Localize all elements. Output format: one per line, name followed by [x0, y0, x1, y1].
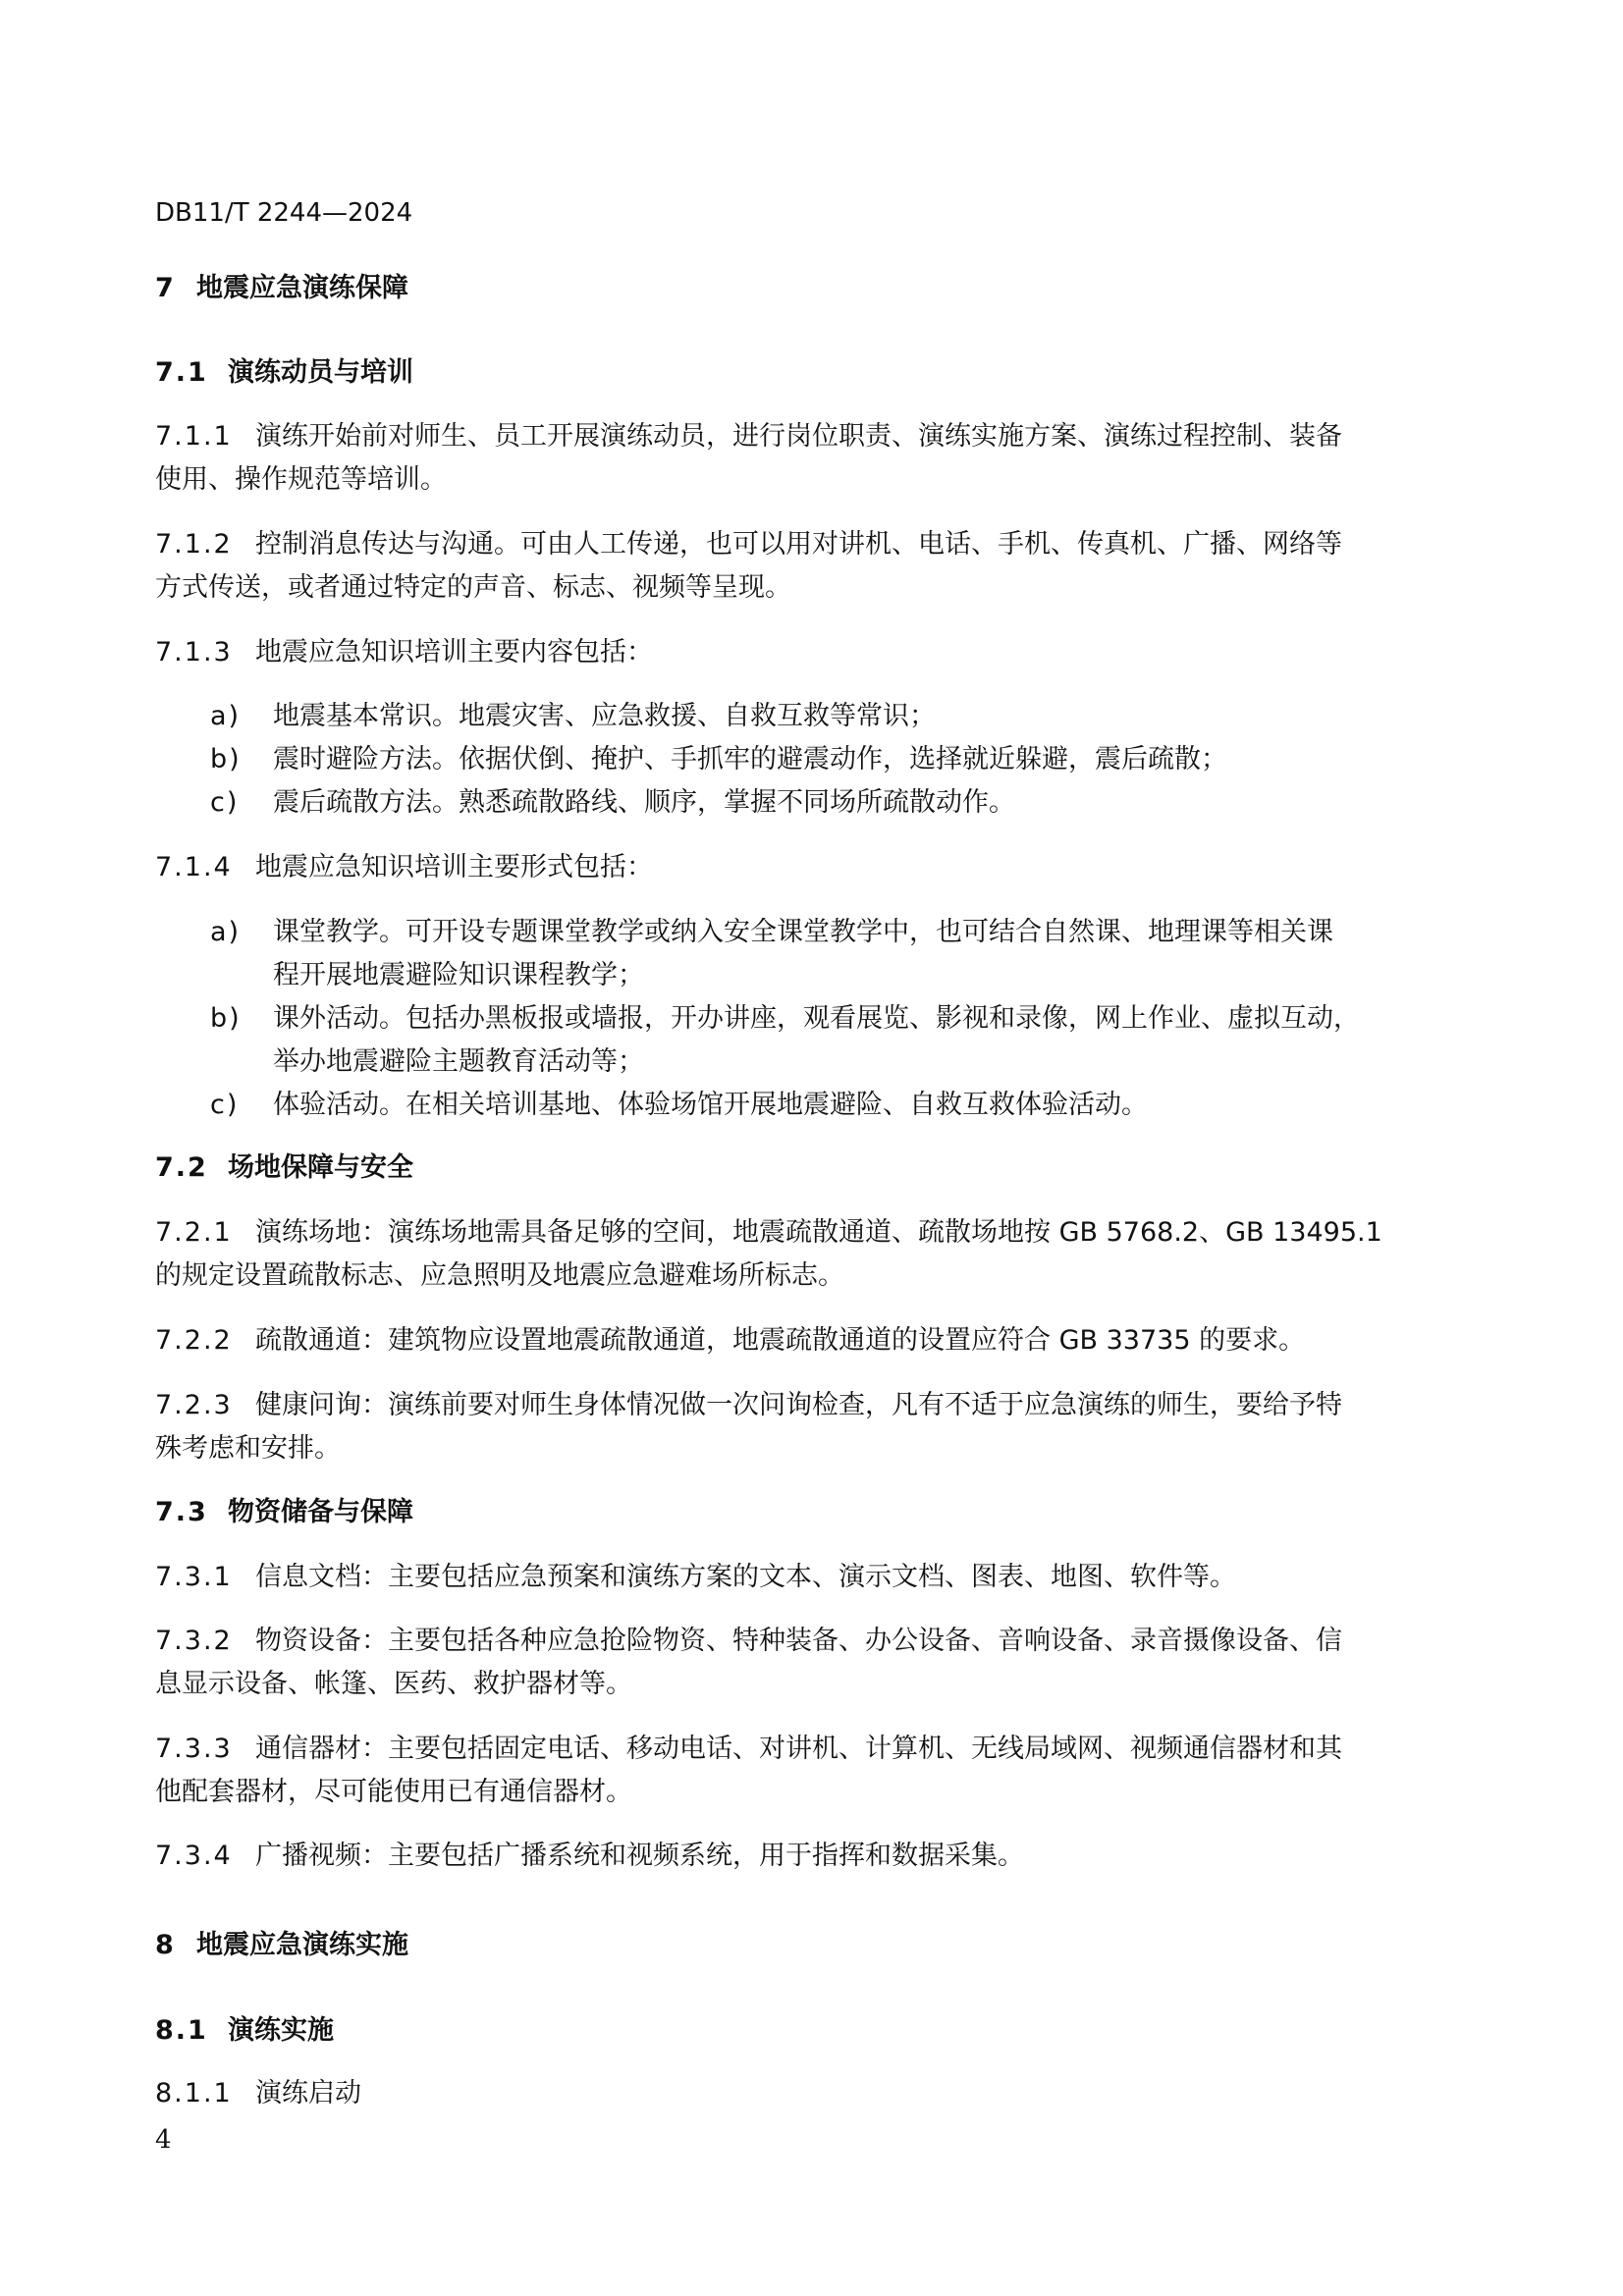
clause-7-1-2: 7.1.2 控制消息传达与沟通。可由人工传递，也可以用对讲机、电话、手机、传真机、广播、网络等 [155, 529, 1342, 560]
list-item: a) 课堂教学。可开设专题课堂教学或纳入安全课堂教学中，也可结合自然课、地理课等相关课 [210, 917, 1333, 947]
clause-7-2-1-cont: 的规定设置疏散标志、应急照明及地震应急避难场所标志。 [155, 1260, 844, 1291]
heading-section-8-1: 8.1 演练实施 [155, 2015, 334, 2046]
list-item: b) 震时避险方法。依据伏倒、掩护、手抓牢的避震动作，选择就近躲避，震后疏散； [210, 744, 1227, 774]
clause-7-3-3-cont: 他配套器材，尽可能使用已有通信器材。 [155, 1777, 632, 1807]
clause-7-1-2-cont: 方式传送，或者通过特定的声音、标志、视频等呈现。 [155, 572, 791, 603]
clause-7-3-2: 7.3.2 物资设备：主要包括各种应急抢险物资、特种装备、办公设备、音响设备、录音摄像设备、信 [155, 1626, 1342, 1656]
document-id-header: DB11/T 2244—2024 [155, 198, 413, 228]
list-item-cont: 程开展地震避险知识课程教学； [273, 960, 644, 990]
clause-7-3-4: 7.3.4 广播视频：主要包括广播系统和视频系统，用于指挥和数据采集。 [155, 1841, 1024, 1871]
heading-section-7-3: 7.3 物资储备与保障 [155, 1497, 413, 1527]
list-item-cont: 举办地震避险主题教育活动等； [273, 1046, 644, 1077]
heading-section-7: 7 地震应急演练保障 [155, 273, 408, 303]
heading-section-8: 8 地震应急演练实施 [155, 1930, 408, 1960]
clause-7-2-2: 7.2.2 疏散通道：建筑物应设置地震疏散通道，地震疏散通道的设置应符合 GB 33735 的要求。 [155, 1325, 1306, 1356]
clause-7-3-1: 7.3.1 信息文档：主要包括应急预案和演练方案的文本、演示文档、图表、地图、软件等。 [155, 1562, 1236, 1592]
heading-section-7-2: 7.2 场地保障与安全 [155, 1152, 413, 1183]
list-item: c) 体验活动。在相关培训基地、体验场馆开展地震避险、自救互救体验活动。 [210, 1090, 1148, 1120]
clause-7-2-1: 7.2.1 演练场地：演练场地需具备足够的空间，地震疏散通道、疏散场地按 GB 5768.2、GB 13495.1 [155, 1217, 1382, 1248]
list-item: a) 地震基本常识。地震灾害、应急救援、自救互救等常识； [210, 701, 936, 731]
list-item: b) 课外活动。包括办黑板报或墙报，开办讲座，观看展览、影视和录像，网上作业、虚拟互动， [210, 1003, 1360, 1034]
clause-7-1-1: 7.1.1 演练开始前对师生、员工开展演练动员，进行岗位职责、演练实施方案、演练过程控制、装备 [155, 421, 1342, 452]
clause-7-3-2-cont: 息显示设备、帐篷、医药、救护器材等。 [155, 1669, 632, 1699]
clause-7-1-3: 7.1.3 地震应急知识培训主要内容包括： [155, 637, 653, 667]
page-number: 4 [155, 2125, 172, 2155]
heading-section-7-1: 7.1 演练动员与培训 [155, 357, 413, 388]
clause-8-1-1: 8.1.1 演练启动 [155, 2078, 361, 2109]
list-item: c) 震后疏散方法。熟悉疏散路线、顺序，掌握不同场所疏散动作。 [210, 787, 1015, 818]
clause-7-2-3: 7.2.3 健康问询：演练前要对师生身体情况做一次问询检查，凡有不适于应急演练的师生，要给予特 [155, 1390, 1342, 1420]
clause-7-2-3-cont: 殊考虑和安排。 [155, 1433, 341, 1464]
clause-7-1-1-cont: 使用、操作规范等培训。 [155, 464, 447, 495]
clause-7-1-4: 7.1.4 地震应急知识培训主要形式包括： [155, 852, 653, 882]
clause-7-3-3: 7.3.3 通信器材：主要包括固定电话、移动电话、对讲机、计算机、无线局域网、视频通信器材和其 [155, 1734, 1342, 1764]
